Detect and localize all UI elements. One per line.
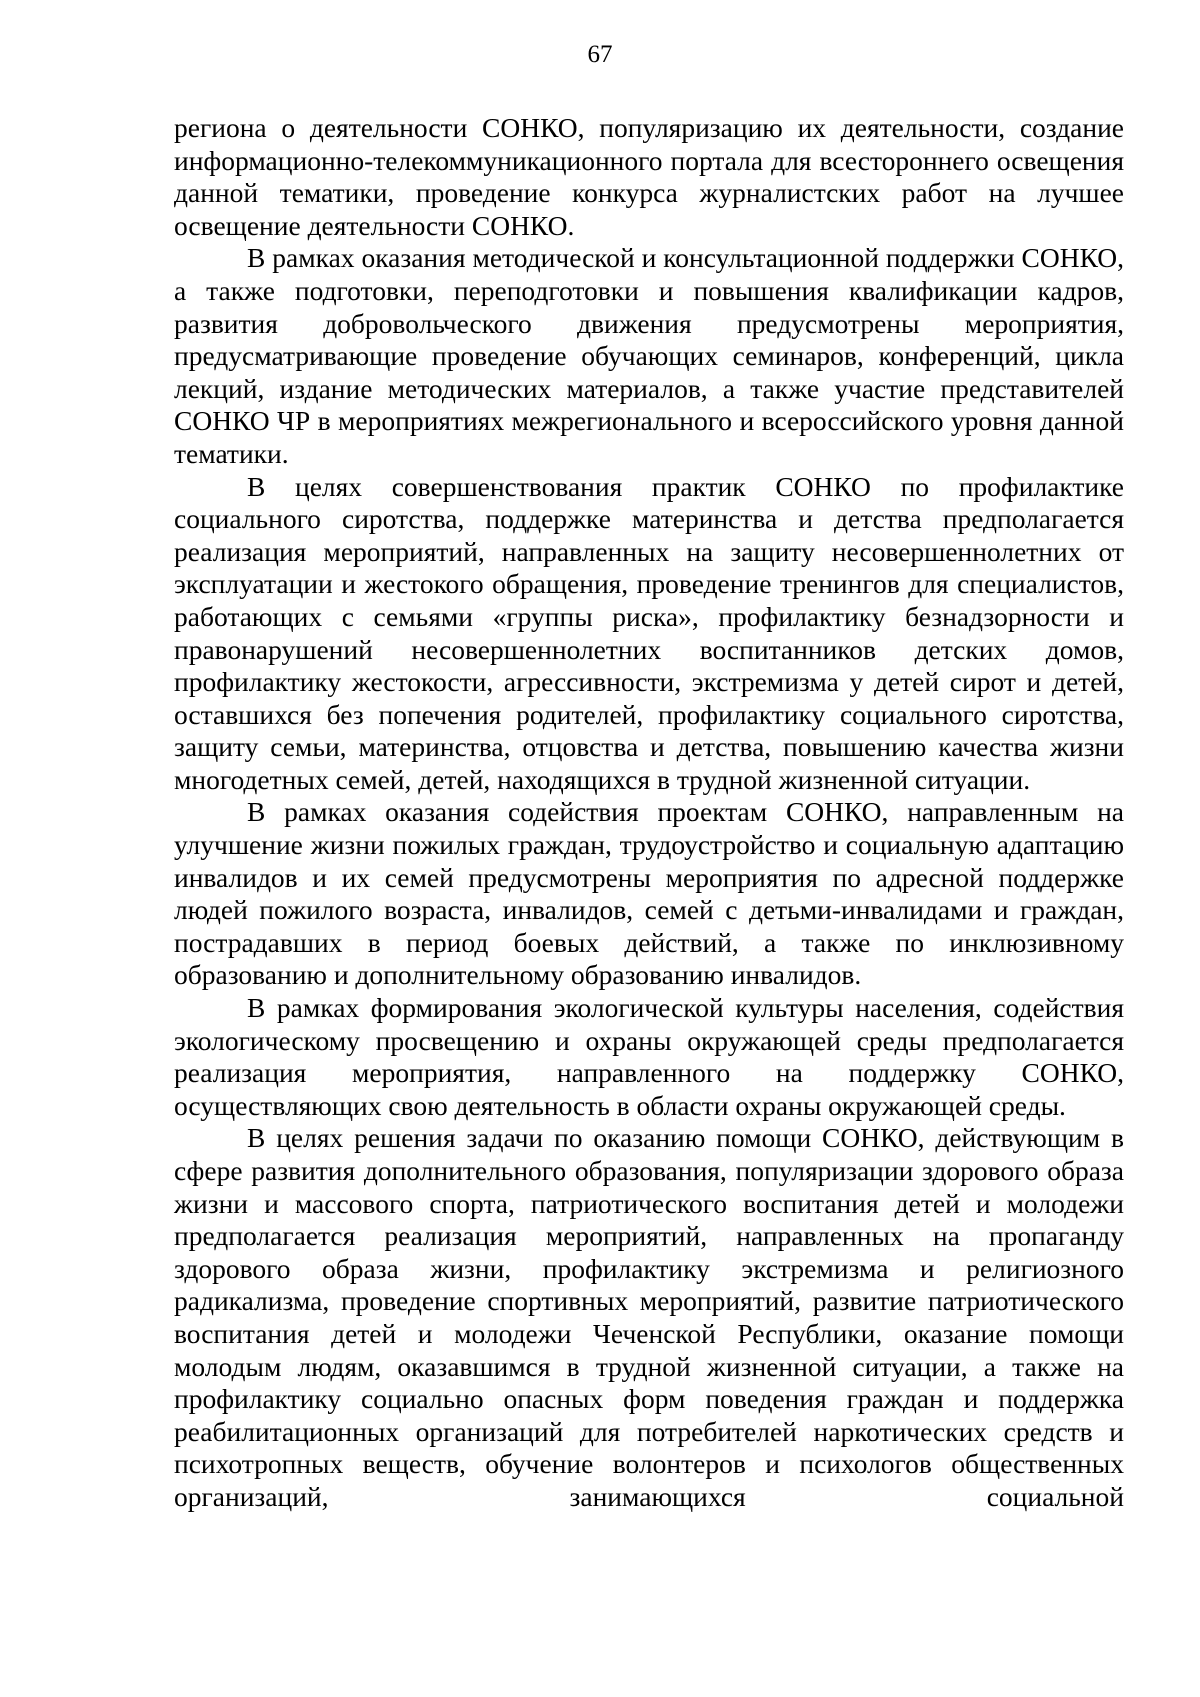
paragraph-youth-sport: В целях решения задачи по оказанию помощи СОНКО, действующим в сфере развития дополнительного образования, популяризации здорового образа жизни и массового спорта, патриотического воспитания детей и молодежи предполагается реализация мероприятий, направленных на пропаганду здорового образа жизни, профилактику экстремизма и религиозного радикализма, проведение спортивных мероприятий, развитие патриотического воспитания детей и молодежи Чеченской Республики, оказание помощи молодым людям, оказавшимся в трудной жизненной ситуации, а также на профилактику социально опасных форм поведения граждан и поддержка реабилитационных организаций для потребителей наркотических средств и психотропных веществ, обучение волонтеров и психологов общественных организаций, занимающихся социальной: [174, 1122, 1124, 1512]
paragraph-continued: региона о деятельности СОНКО, популяризацию их деятельности, создание информационно-телекоммуникационного портала для всестороннего освещения данной тематики, проведение конкурса журналистских работ на лучшее освещение деятельности СОНКО.: [174, 112, 1124, 241]
paragraph-orphanhood-prevention: В целях совершенствования практик СОНКО по профилактике социального сиротства, поддержке материнства и детства предполагается реализация мероприятий, направленных на защиту несовершеннолетних от эксплуатации и жестокого обращения, проведение тренингов для специалистов, работающих с семьями «группы риска», профилактику безнадзорности и правонарушений несовершеннолетних воспитанников детских домов, профилактику жестокости, агрессивности, экстремизма у детей сирот и детей, оставшихся без попечения родителей, профилактику социального сиротства, защиту семьи, материнства, отцовства и детства, повышению качества жизни многодетных семей, детей, находящихся в трудной жизненной ситуации.: [174, 470, 1124, 795]
paragraph-elderly-disabled-support: В рамках оказания содействия проектам СОНКО, направленным на улучшение жизни пожилых граждан, трудоустройство и социальную адаптацию инвалидов и их семей предусмотрены мероприятия по адресной поддержке людей пожилого возраста, инвалидов, семей с детьми-инвалидами и граждан, пострадавших в период боевых действий, а также по инклюзивному образованию и дополнительному образованию инвалидов.: [174, 796, 1124, 991]
document-body: [174, 112, 1124, 1514]
page-number: 67: [587, 41, 613, 68]
paragraph-methodical-support: В рамках оказания методической и консультационной поддержки СОНКО, а также подготовки, переподготовки и повышения квалификации кадров, развития добровольческого движения предусмотрены мероприятия, предусматривающие проведение обучающих семинаров, конференций, цикла лекций, издание методических материалов, а также участие представителей СОНКО ЧР в мероприятиях межрегионального и всероссийского уровня данной тематики.: [174, 242, 1124, 469]
paragraph-ecology: В рамках формирования экологической культуры населения, содействия экологическому просвещению и охраны окружающей среды предполагается реализация мероприятия, направленного на поддержку СОНКО, осуществляющих свою деятельность в области охраны окружающей среды.: [174, 992, 1124, 1121]
